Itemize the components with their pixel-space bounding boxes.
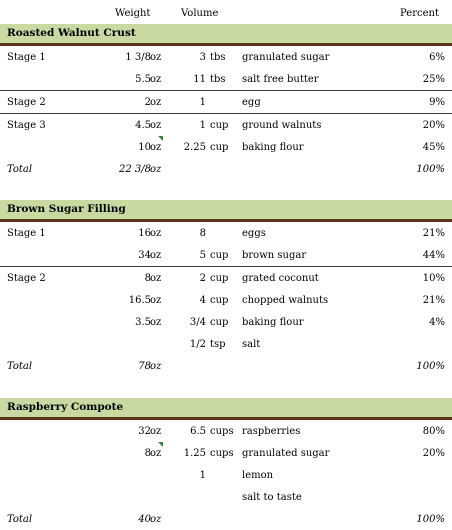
table-row bbox=[0, 113, 452, 136]
weight-value: 8 bbox=[144, 448, 151, 459]
total-row bbox=[0, 158, 452, 180]
weight-unit: oz bbox=[150, 97, 162, 108]
comment-marker-icon bbox=[158, 136, 163, 141]
table-row bbox=[0, 136, 452, 158]
weight-value: 5.5 bbox=[135, 74, 151, 85]
weight-value: 8 bbox=[144, 273, 151, 284]
volume-unit: cup bbox=[210, 273, 229, 284]
weight-unit: oz bbox=[150, 74, 162, 85]
weight-value: 32 bbox=[138, 426, 151, 437]
weight-value: 10 bbox=[138, 142, 151, 153]
stage-label: Stage 2 bbox=[7, 97, 46, 108]
volume-value: 1 bbox=[199, 470, 206, 481]
weight-unit: oz bbox=[150, 120, 162, 131]
stage-label: Stage 2 bbox=[7, 273, 46, 284]
volume-value: 1 bbox=[199, 97, 206, 108]
ingredient-name: eggs bbox=[242, 228, 266, 239]
percent-value: 10% bbox=[422, 273, 445, 284]
volume-unit: tbs bbox=[210, 52, 226, 63]
ingredient-name: egg bbox=[242, 97, 261, 108]
volume-column-header: Volume bbox=[181, 8, 219, 19]
table-row bbox=[0, 68, 452, 90]
stage-label: Stage 1 bbox=[7, 228, 46, 239]
total-weight-unit: oz bbox=[150, 164, 162, 175]
volume-value: 5 bbox=[199, 250, 206, 261]
ingredient-name: granulated sugar bbox=[242, 448, 330, 459]
comment-marker-icon bbox=[158, 442, 163, 447]
total-weight: 22 3/8 bbox=[119, 164, 151, 175]
volume-value: 2.25 bbox=[183, 142, 206, 153]
volume-unit: cup bbox=[210, 120, 229, 131]
total-row bbox=[0, 508, 452, 530]
table-row bbox=[0, 311, 452, 333]
section-brown-sugar-filling bbox=[0, 200, 452, 377]
volume-value: 11 bbox=[193, 74, 206, 85]
total-row bbox=[0, 355, 452, 377]
volume-unit: tsp bbox=[210, 339, 226, 350]
weight-column-header: Weight bbox=[115, 8, 151, 19]
weight-value: 1 3/8 bbox=[125, 52, 151, 63]
ingredient-name: ground walnuts bbox=[242, 120, 322, 131]
section-raspberry-compote bbox=[0, 398, 452, 530]
total-percent: 100% bbox=[416, 361, 445, 372]
percent-value: 21% bbox=[422, 295, 445, 306]
table-row bbox=[0, 244, 452, 266]
section-title: Roasted Walnut Crust bbox=[0, 24, 452, 46]
volume-value: 6.5 bbox=[190, 426, 206, 437]
stage-label: Stage 1 bbox=[7, 52, 46, 63]
percent-value: 25% bbox=[422, 74, 445, 85]
volume-value: 4 bbox=[199, 295, 206, 306]
total-weight: 78 bbox=[138, 361, 151, 372]
table-row bbox=[0, 486, 452, 508]
percent-column-header: Percent bbox=[400, 8, 439, 19]
weight-unit: oz bbox=[150, 250, 162, 261]
percent-value: 21% bbox=[422, 228, 445, 239]
percent-value: 20% bbox=[422, 120, 445, 131]
ingredient-name: baking flour bbox=[242, 317, 304, 328]
weight-unit: oz bbox=[150, 142, 162, 153]
weight-unit: oz bbox=[150, 228, 162, 239]
column-header bbox=[0, 0, 452, 24]
percent-value: 9% bbox=[429, 97, 445, 108]
table-row bbox=[0, 90, 452, 113]
ingredient-name: chopped walnuts bbox=[242, 295, 329, 306]
percent-value: 6% bbox=[429, 52, 445, 63]
table-row bbox=[0, 420, 452, 442]
total-label: Total bbox=[7, 514, 33, 525]
volume-unit: cups bbox=[210, 448, 234, 459]
section-roasted-walnut-crust bbox=[0, 24, 452, 180]
percent-value: 80% bbox=[422, 426, 445, 437]
volume-value: 8 bbox=[199, 228, 206, 239]
table-row bbox=[0, 442, 452, 464]
volume-unit: cup bbox=[210, 295, 229, 306]
volume-unit: cup bbox=[210, 142, 229, 153]
ingredient-name: brown sugar bbox=[242, 250, 307, 261]
volume-value: 1.25 bbox=[183, 448, 206, 459]
total-label: Total bbox=[7, 361, 33, 372]
table-row bbox=[0, 333, 452, 355]
weight-unit: oz bbox=[150, 448, 162, 459]
ingredient-name: raspberries bbox=[242, 426, 301, 437]
volume-unit: cup bbox=[210, 317, 229, 328]
percent-value: 44% bbox=[422, 250, 445, 261]
table-row bbox=[0, 222, 452, 244]
volume-unit: cup bbox=[210, 250, 229, 261]
ingredient-name: granulated sugar bbox=[242, 52, 330, 63]
total-weight-unit: oz bbox=[150, 514, 162, 525]
percent-value: 20% bbox=[422, 448, 445, 459]
section-title: Raspberry Compote bbox=[0, 398, 452, 420]
total-label: Total bbox=[7, 164, 33, 175]
weight-value: 16 bbox=[138, 228, 151, 239]
section-title: Brown Sugar Filling bbox=[0, 200, 452, 222]
total-weight-unit: oz bbox=[150, 361, 162, 372]
ingredient-name: grated coconut bbox=[242, 273, 319, 284]
table-row bbox=[0, 266, 452, 289]
weight-value: 4.5 bbox=[135, 120, 151, 131]
weight-unit: oz bbox=[150, 273, 162, 284]
stage-label: Stage 3 bbox=[7, 120, 46, 131]
table-row bbox=[0, 464, 452, 486]
weight-unit: oz bbox=[150, 295, 162, 306]
volume-value: 1/2 bbox=[189, 339, 206, 350]
percent-value: 4% bbox=[429, 317, 445, 328]
weight-value: 3.5 bbox=[135, 317, 151, 328]
weight-value: 16.5 bbox=[128, 295, 151, 306]
ingredient-name: salt to taste bbox=[242, 492, 302, 503]
weight-unit: oz bbox=[150, 317, 162, 328]
weight-unit: oz bbox=[150, 426, 162, 437]
ingredient-name: baking flour bbox=[242, 142, 304, 153]
total-weight: 40 bbox=[138, 514, 151, 525]
volume-value: 3/4 bbox=[189, 317, 206, 328]
volume-value: 1 bbox=[199, 120, 206, 131]
ingredient-name: salt free butter bbox=[242, 74, 319, 85]
percent-value: 45% bbox=[422, 142, 445, 153]
ingredient-name: lemon bbox=[242, 470, 274, 481]
weight-value: 2 bbox=[144, 97, 151, 108]
total-percent: 100% bbox=[416, 164, 445, 175]
table-row bbox=[0, 289, 452, 311]
ingredient-name: salt bbox=[242, 339, 261, 350]
total-percent: 100% bbox=[416, 514, 445, 525]
weight-unit: oz bbox=[150, 52, 162, 63]
volume-value: 3 bbox=[199, 52, 206, 63]
volume-unit: cups bbox=[210, 426, 234, 437]
weight-value: 34 bbox=[138, 250, 151, 261]
volume-unit: tbs bbox=[210, 74, 226, 85]
table-row bbox=[0, 46, 452, 68]
volume-value: 2 bbox=[199, 273, 206, 284]
